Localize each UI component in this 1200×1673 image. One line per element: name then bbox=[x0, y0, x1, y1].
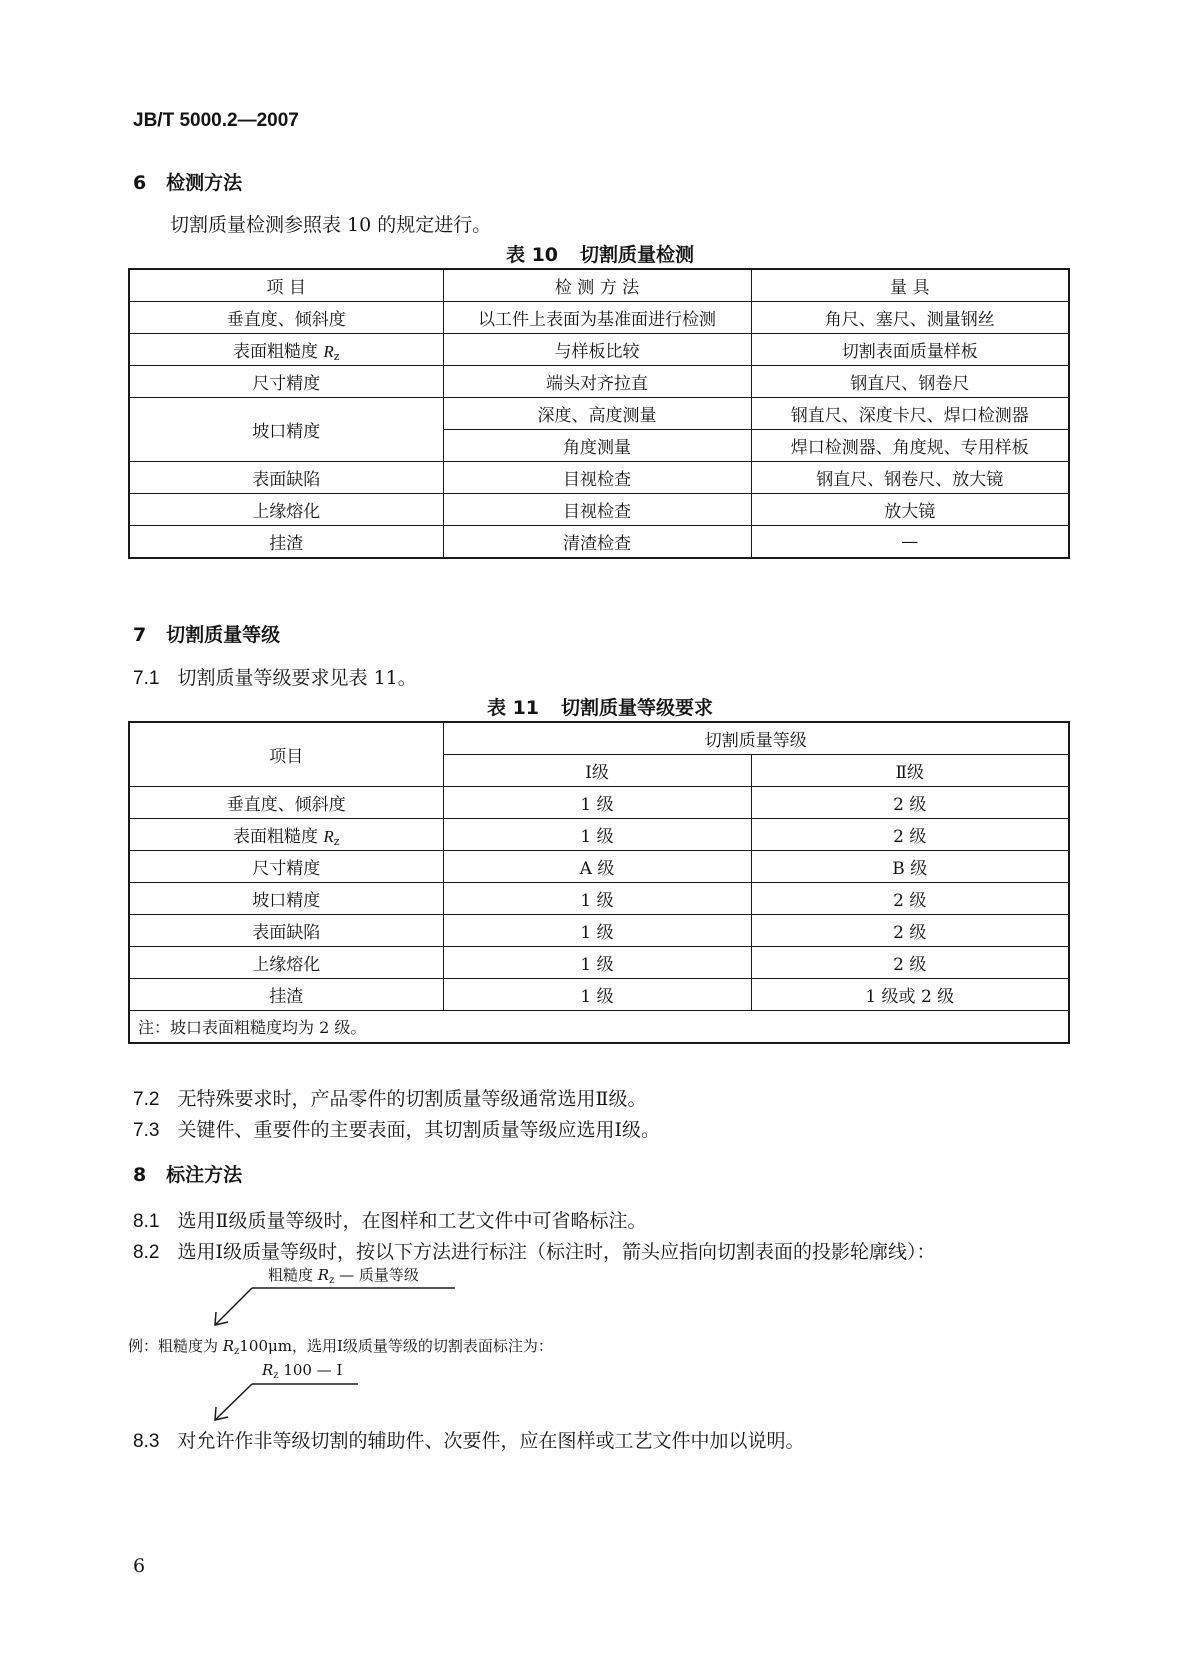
table-cell: 角度测量 bbox=[443, 430, 751, 462]
table-cell: 1 级 bbox=[443, 819, 751, 851]
table-cell: 2 级 bbox=[751, 819, 1069, 851]
table-cell: 放大镜 bbox=[751, 494, 1069, 526]
header-cell: Ⅰ级 bbox=[443, 755, 751, 787]
table-cell: 表面缺陷 bbox=[129, 462, 443, 494]
paragraph-text: 选用Ⅰ级质量等级时，按以下方法进行标注（标注时，箭头应指向切割表面的投影轮廓线）： bbox=[177, 1241, 936, 1263]
caption-number: 表 10 bbox=[505, 244, 559, 266]
symbol-suffix: 100 — Ⅰ bbox=[278, 1361, 343, 1379]
section-title: 标注方法 bbox=[166, 1164, 243, 1186]
table-cell: 清渣检查 bbox=[443, 526, 751, 559]
table-cell: 目视检查 bbox=[443, 462, 751, 494]
paragraph-8-3 bbox=[133, 1426, 805, 1453]
table-cell: 钢直尺、钢卷尺 bbox=[751, 366, 1069, 398]
header-cell: 项目 bbox=[129, 722, 443, 787]
paragraph-number: 7.3 bbox=[133, 1120, 160, 1141]
paragraph-number: 7.2 bbox=[133, 1089, 160, 1110]
paragraph-text: 选用Ⅱ级质量等级时，在图样和工艺文件中可省略标注。 bbox=[177, 1210, 647, 1232]
table-cell: 角尺、塞尺、测量钢丝 bbox=[751, 302, 1069, 334]
paragraph-text: 切割质量等级要求见表 11。 bbox=[177, 667, 417, 689]
table-cell: A 级 bbox=[443, 851, 751, 883]
rz-subscript: z bbox=[333, 834, 340, 848]
rz-subscript: z bbox=[273, 1370, 279, 1381]
table-cell: 垂直度、倾斜度 bbox=[129, 787, 443, 819]
paragraph-text: 对允许作非等级切割的辅助件、次要件，应在图样或工艺文件中加以说明。 bbox=[177, 1430, 805, 1452]
table-cell: 挂渣 bbox=[129, 526, 443, 559]
table-cell: 以工件上表面为基准面进行检测 bbox=[443, 302, 751, 334]
document-header: JB/T 5000.2—2007 bbox=[133, 110, 299, 131]
paragraph-number: 8.2 bbox=[133, 1242, 160, 1263]
table-cell: 垂直度、倾斜度 bbox=[129, 302, 443, 334]
table-cell: 焊口检测器、角度规、专用样板 bbox=[751, 430, 1069, 462]
table-cell: 2 级 bbox=[751, 947, 1069, 979]
table-cell: 1 级 bbox=[443, 883, 751, 915]
example-text bbox=[128, 1335, 553, 1357]
table-cell: 端头对齐拉直 bbox=[443, 366, 751, 398]
rz-symbol: R bbox=[323, 341, 334, 361]
page-number: 6 bbox=[133, 1555, 146, 1577]
section-6-text: 切割质量检测参照表 10 的规定进行。 bbox=[170, 214, 492, 236]
rz-symbol: R bbox=[222, 1337, 235, 1355]
table-cell: 1 级或 2 级 bbox=[751, 979, 1069, 1011]
paragraph-text: 无特殊要求时，产品零件的切割质量等级通常选用Ⅱ级。 bbox=[177, 1088, 647, 1110]
table-cell: 1 级 bbox=[443, 979, 751, 1011]
caption-title: 切割质量检测 bbox=[580, 244, 695, 266]
table-cell: 钢直尺、钢卷尺、放大镜 bbox=[751, 462, 1069, 494]
section-title: 检测方法 bbox=[166, 172, 243, 194]
rz-symbol: R bbox=[323, 826, 334, 846]
table-note: 注：坡口表面粗糙度均为 2 级。 bbox=[129, 1011, 1069, 1044]
table-cell: 目视检查 bbox=[443, 494, 751, 526]
table-cell: 1 级 bbox=[443, 915, 751, 947]
table-cell: 钢直尺、深度卡尺、焊口检测器 bbox=[751, 398, 1069, 430]
section-title: 切割质量等级 bbox=[166, 624, 281, 646]
marking-symbol-example bbox=[262, 1361, 342, 1381]
table-cell: — bbox=[751, 526, 1069, 559]
leader-arrow-2 bbox=[215, 1384, 358, 1420]
rz-subscript: z bbox=[329, 1275, 335, 1286]
header-cell: 量 具 bbox=[751, 269, 1069, 302]
table-cell: 切割表面质量样板 bbox=[751, 334, 1069, 366]
table-cell: 1 级 bbox=[443, 787, 751, 819]
table-cell: 尺寸精度 bbox=[129, 851, 443, 883]
table-cell: 1 级 bbox=[443, 947, 751, 979]
cell-text: 表面粗糙度 bbox=[232, 826, 324, 847]
example-suffix: 100μm，选用Ⅰ级质量等级的切割表面标注为： bbox=[239, 1337, 553, 1355]
header-cell: 检 测 方 法 bbox=[443, 269, 751, 302]
table-cell: 上缘熔化 bbox=[129, 947, 443, 979]
section-number: 8 bbox=[133, 1164, 147, 1186]
header-cell: 项 目 bbox=[129, 269, 443, 302]
table-cell: 与样板比较 bbox=[443, 334, 751, 366]
caption-title: 切割质量等级要求 bbox=[561, 697, 714, 719]
table-cell: 尺寸精度 bbox=[129, 366, 443, 398]
header-cell: 切割质量等级 bbox=[443, 722, 1069, 755]
table-cell: 2 级 bbox=[751, 915, 1069, 947]
table-cell: 表面缺陷 bbox=[129, 915, 443, 947]
rz-symbol: R bbox=[262, 1361, 274, 1379]
table-cell: 2 级 bbox=[751, 787, 1069, 819]
caption-number: 表 11 bbox=[486, 697, 540, 719]
symbol-prefix: 粗糙度 bbox=[268, 1266, 318, 1284]
table-cell: 深度、高度测量 bbox=[443, 398, 751, 430]
header-cell: Ⅱ级 bbox=[751, 755, 1069, 787]
table-cell: B 级 bbox=[751, 851, 1069, 883]
symbol-suffix: — 质量等级 bbox=[334, 1266, 419, 1284]
paragraph-number: 8.1 bbox=[133, 1211, 160, 1232]
table-cell: 坡口精度 bbox=[129, 398, 443, 462]
rz-subscript: z bbox=[234, 1346, 240, 1357]
table-cell: 挂渣 bbox=[129, 979, 443, 1011]
table-cell: 坡口精度 bbox=[129, 883, 443, 915]
rz-subscript: z bbox=[333, 349, 340, 363]
table-cell: 上缘熔化 bbox=[129, 494, 443, 526]
section-number: 6 bbox=[133, 172, 147, 194]
section-number: 7 bbox=[133, 624, 147, 646]
cell-text: 表面粗糙度 bbox=[232, 341, 324, 362]
example-prefix: 例：粗糙度为 bbox=[128, 1337, 223, 1355]
leader-arrow-1 bbox=[215, 1288, 455, 1325]
table-cell: 2 级 bbox=[751, 883, 1069, 915]
rz-symbol: R bbox=[317, 1266, 330, 1284]
paragraph-text: 关键件、重要件的主要表面，其切割质量等级应选用Ⅰ级。 bbox=[177, 1119, 661, 1141]
paragraph-number: 7.1 bbox=[133, 668, 160, 689]
paragraph-number: 8.3 bbox=[133, 1431, 160, 1452]
